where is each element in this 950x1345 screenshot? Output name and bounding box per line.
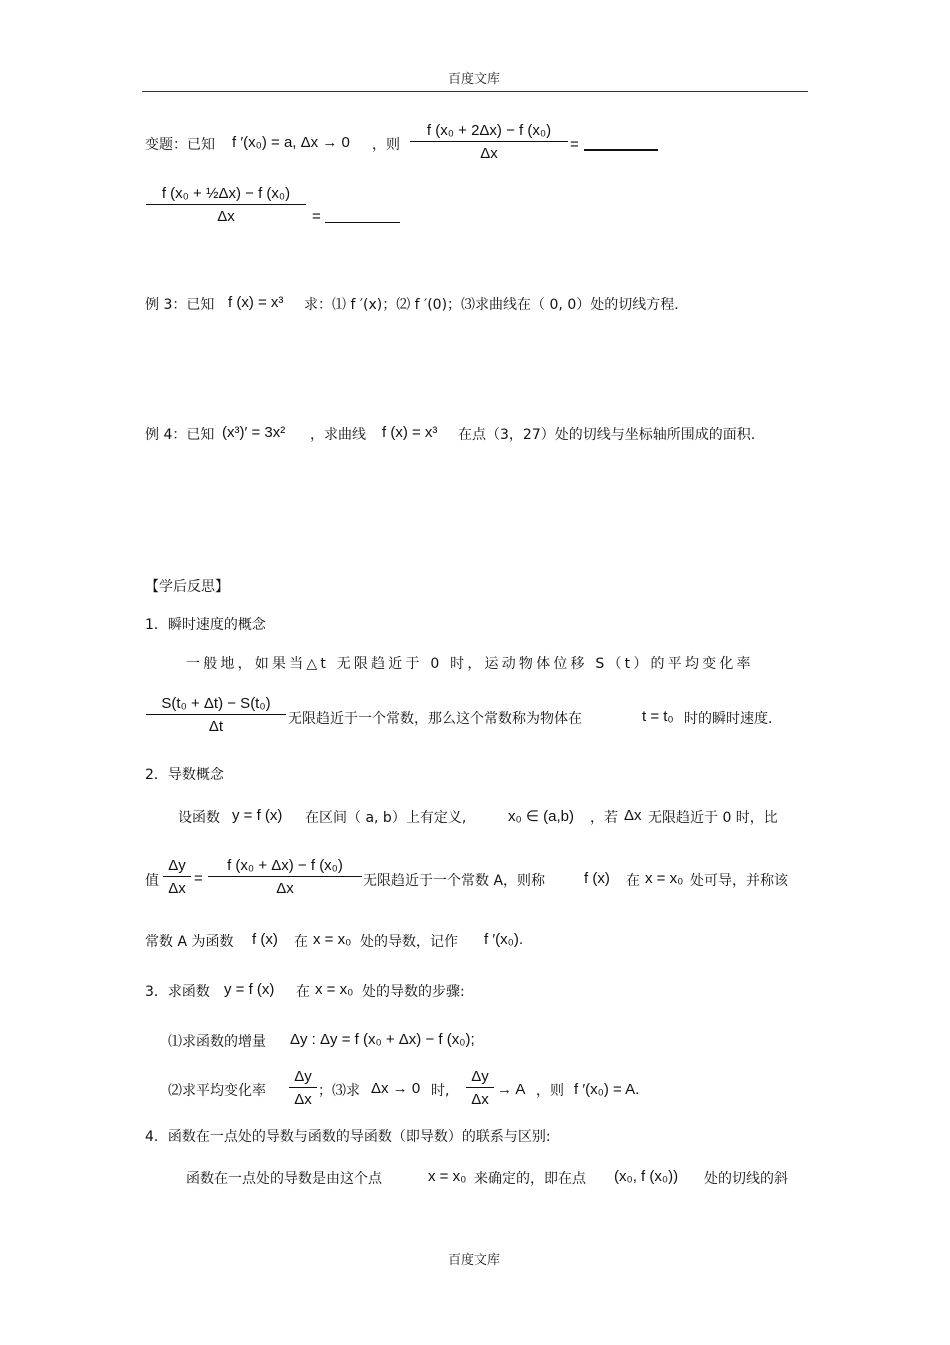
fraction-denominator: Δt	[208, 718, 224, 735]
section4-x-eq-x0: x = x₀	[428, 1168, 467, 1185]
fraction-denominator: Δx	[168, 880, 186, 897]
section2-x-eq-x0: x = x₀	[645, 870, 684, 887]
section2-fraction-b	[208, 857, 362, 897]
section3-step1: ⑴求函数的增量	[168, 1034, 266, 1050]
variant-fraction-1	[410, 122, 568, 162]
section3-fraction-b	[466, 1068, 494, 1108]
section3-shi: 时,	[431, 1083, 450, 1099]
fraction-numerator: f (x₀ + 2Δx) − f (x₀)	[426, 122, 552, 139]
answer-blank-2[interactable]	[325, 222, 400, 223]
section4-title: 4．函数在一点处的导数与函数的导函数（即导数）的联系与区别:	[145, 1129, 551, 1145]
equals-sign: =	[312, 208, 321, 225]
section2-zhi: 值	[145, 873, 159, 889]
fraction-denominator: Δx	[294, 1091, 312, 1108]
section3-result: f ′(x₀) = A.	[574, 1081, 640, 1098]
example4-given: (x³)′ = 3x²	[222, 424, 286, 441]
example4-text2: 在点（3，27）处的切线与坐标轴所围成的面积.	[458, 427, 756, 443]
section3-title-b: 在	[296, 984, 310, 1000]
section2-fx: f (x)	[584, 870, 610, 887]
section3-step3: ；⑶求	[318, 1083, 360, 1099]
fraction-numerator: Δy	[471, 1068, 489, 1085]
section1-title: 1．瞬时速度的概念	[145, 617, 266, 633]
fraction-denominator: Δx	[276, 880, 294, 897]
fraction-numerator: Δy	[168, 857, 186, 874]
section1-text: 一般地，如果当△t 无限趋近于 0 时，运动物体位移 S（t）的平均变化率	[186, 656, 754, 672]
section3-fraction-a	[289, 1068, 317, 1108]
variant-then: ，则	[372, 137, 400, 153]
example3-function: f (x) = x³	[228, 294, 284, 311]
section2-line2c: 处可导，并称该	[690, 873, 788, 889]
section1-t-eq: t = t₀	[642, 708, 674, 725]
section3-step2: ⑵求平均变化率	[168, 1083, 266, 1099]
section2-line1b: 在区间（ a, b）上有定义,	[305, 810, 467, 826]
fraction-numerator: Δy	[294, 1068, 312, 1085]
section4-text2: 来确定的，即在点	[474, 1171, 586, 1187]
page-footer: 百度文库	[448, 1253, 501, 1268]
answer-blank-1[interactable]	[584, 149, 658, 151]
equals-sign: =	[194, 870, 203, 887]
section2-fx: f (x)	[252, 931, 278, 948]
section2-line3c: 处的导数，记作	[360, 934, 458, 950]
section1-text2: 无限趋近于一个常数，那么这个常数称为物体在	[288, 711, 582, 727]
reflection-heading: 【学后反思】	[145, 579, 229, 595]
section2-fraction-a	[163, 857, 191, 897]
fraction-numerator: f (x₀ + Δx) − f (x₀)	[227, 857, 343, 874]
equals-sign: =	[570, 136, 579, 153]
section3-arrow-a: → A	[497, 1081, 526, 1098]
section1-text3: 时的瞬时速度.	[684, 711, 773, 727]
section3-function: y = f (x)	[224, 981, 275, 998]
section3-x-eq-x0: x = x₀	[315, 981, 354, 998]
section2-title: 2．导数概念	[145, 767, 224, 783]
section1-fraction	[146, 695, 286, 735]
fraction-denominator: Δx	[217, 208, 235, 225]
section2-delta-x: Δx	[624, 807, 642, 824]
section2-line2b: 在	[626, 873, 640, 889]
example4-text1: ，求曲线	[310, 427, 366, 443]
section4-point: (x₀, f (x₀))	[614, 1168, 679, 1185]
page-header: 百度文库	[448, 72, 501, 87]
fraction-numerator: S(t₀ + Δt) − S(t₀)	[161, 695, 271, 712]
section3-ze: ，则	[536, 1083, 564, 1099]
section3-delta-x-to-0: Δx → 0	[371, 1080, 421, 1097]
section3-title-a: 3．求函数	[145, 984, 210, 1000]
fraction-denominator: Δx	[471, 1091, 489, 1108]
section2-line1d: 无限趋近于 0 时，比	[648, 810, 778, 826]
section4-text3: 处的切线的斜	[704, 1171, 788, 1187]
example4-function: f (x) = x³	[382, 424, 438, 441]
variant-label: 变题：已知	[145, 137, 215, 153]
section2-line3b: 在	[294, 934, 308, 950]
header-rule	[142, 91, 808, 92]
section2-line1c: ，若	[590, 810, 618, 826]
section2-x-eq-x0: x = x₀	[313, 931, 352, 948]
section2-line3a: 常数 A 为函数	[145, 934, 234, 950]
example4-label: 例 4：已知	[145, 427, 215, 443]
example3-label: 例 3：已知	[145, 297, 215, 313]
section2-x0-in-interval: x₀ ∈ (a,b)	[508, 808, 574, 825]
section4-text1: 函数在一点处的导数是由这个点	[186, 1171, 382, 1187]
section3-title-c: 处的导数的步骤:	[362, 984, 465, 1000]
variant-fraction-2	[146, 185, 306, 225]
section2-line2a: 无限趋近于一个常数 A，则称	[363, 873, 546, 889]
variant-given: f ′(x₀) = a, Δx → 0	[232, 134, 350, 151]
section2-line1a: 设函数	[178, 810, 220, 826]
example3-text: 求：⑴ f ′(x)；⑵ f ′(0)；⑶求曲线在（ 0, 0）处的切线方程.	[304, 297, 679, 313]
section2-function: y = f (x)	[232, 807, 283, 824]
section2-derivative-notation: f ′(x₀).	[484, 931, 524, 948]
fraction-denominator: Δx	[480, 145, 498, 162]
fraction-numerator: f (x₀ + ½Δx) − f (x₀)	[161, 185, 291, 202]
section3-step1-equation: Δy : Δy = f (x₀ + Δx) − f (x₀);	[290, 1031, 475, 1048]
